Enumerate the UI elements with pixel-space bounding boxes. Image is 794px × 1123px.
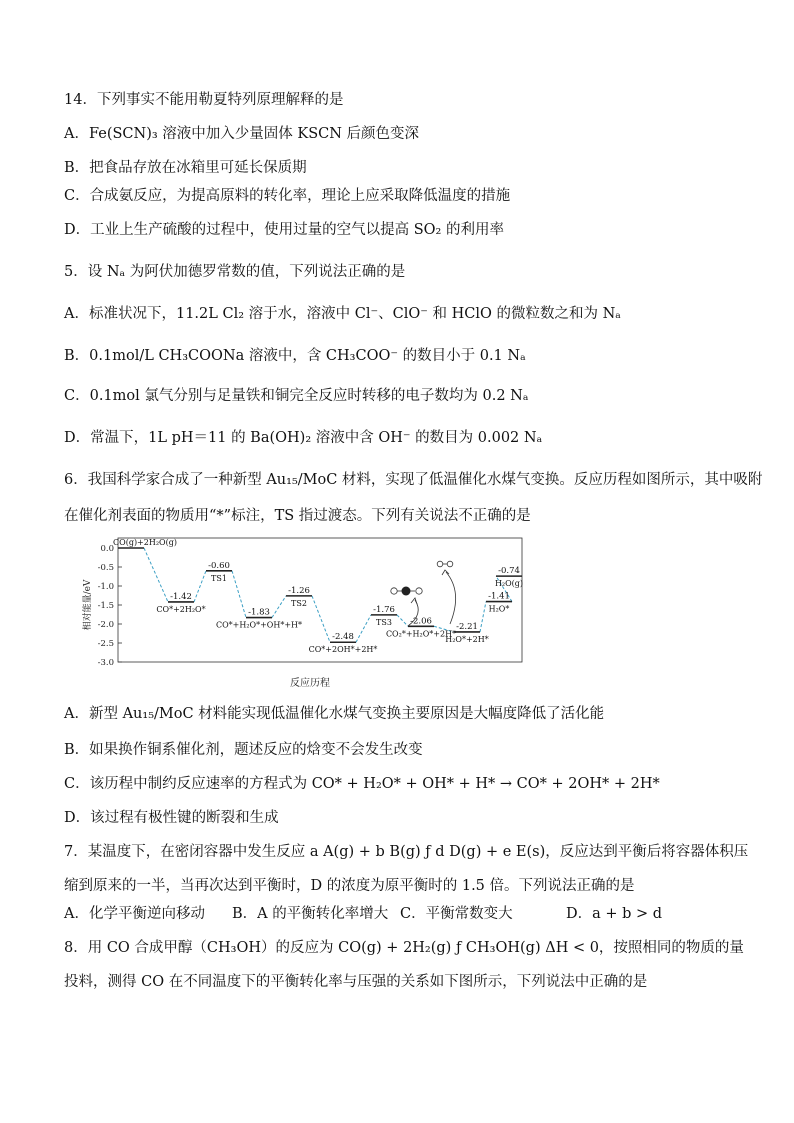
species-label: CO*+H₂O*+OH*+H* [215,620,303,630]
molecule-atom-icon [391,588,397,594]
level-connector [272,596,286,618]
transition-state-label: TS1 [211,573,227,583]
species-label: H₂O(g) [494,579,524,589]
y-tick-label: -1.5 [97,601,114,611]
q5-stem: 5．设 Nₐ 为阿伏加德罗常数的值，下列说法正确的是 [64,264,406,280]
y-tick-label: -1.0 [97,582,114,592]
q6-option-b: B．如果换作铜系催化剂，题述反应的焓变不会发生改变 [64,742,423,758]
q6-option-a: A．新型 Au₁₅/MoC 材料能实现低温催化水煤气变换主要原因是大幅度降低了活化能 [64,706,605,722]
q7-option-b: B．A 的平衡转化率增大 [232,906,389,922]
q5-option-a: A．标准状况下，11.2L Cl₂ 溶于水，溶液中 Cl⁻、ClO⁻ 和 HClO 的微粒数之和为 Nₐ [64,306,621,322]
species-label: H₂O*+2H* [445,634,489,644]
x-axis-label: 反应历程 [290,678,330,689]
level-value-label: -1.41 [488,591,510,602]
q7-option-a: A．化学平衡逆向移动 [64,906,205,922]
level-connector [397,615,408,626]
release-arrow-icon [411,598,417,604]
q7-stem-line1: 7．某温度下，在密闭容器中发生反应 a A(g) + b B(g) ƒ d D(g) + e E(s)，反应达到平衡后将容器体积压 [64,844,749,860]
level-connector [144,548,168,602]
molecule-atom-icon [416,588,422,594]
y-tick-label: -0.5 [97,563,114,573]
q5-option-c: C．0.1mol 氯气分别与足量铁和铜完全反应时转移的电子数均为 0.2 Nₐ [64,388,529,404]
species-label: CO(g)+2H₂O(g) [113,538,177,547]
q6-stem-line1: 6．我国科学家合成了一种新型 Au₁₅/MoC 材料，实现了低温催化水煤气变换。反应历程如图所示，其中吸附 [64,472,763,488]
level-value-label: -2.06 [410,616,432,627]
y-tick-label: -3.0 [97,658,114,668]
molecule-atom-icon [437,561,443,567]
release-arrow-icon [446,572,456,624]
chart-levels [113,538,523,654]
level-value-label: -1.26 [288,585,310,596]
q6-option-c: C．该历程中制约反应速率的方程式为 CO* + H₂O* + OH* + H* → CO* + 2OH* + 2H* [64,776,660,792]
molecule-atom-icon [402,587,411,596]
energy-diagram [78,528,530,690]
level-value-label: -0.74 [498,566,520,577]
q7-option-d: D．a + b > d [566,906,663,922]
level-value-label: -1.42 [170,591,192,602]
level-connector [312,596,330,642]
q6-option-d: D．该过程有极性键的断裂和生成 [64,810,279,826]
level-value-label: -1.76 [373,604,395,615]
q7-stem-line2: 缩到原来的一半，当再次达到平衡时，D 的浓度为原平衡时的 1.5 倍。下列说法正确的是 [64,878,635,894]
species-label: H₂O* [488,604,510,614]
transition-state-label: TS2 [291,598,307,608]
species-label: CO*+2H₂O* [156,604,206,614]
species-label: CO₂*+H₂O*+2H* [385,629,457,639]
q6-stem-line2: 在催化剂表面的物质用“*”标注，TS 指过渡态。下列有关说法不正确的是 [64,508,531,524]
y-tick-label: -2.0 [97,620,114,630]
transition-state-label: TS3 [376,617,392,627]
y-axis-label: 相对能量/eV [83,579,93,631]
y-tick-label: 0.0 [100,544,114,554]
level-connector [194,571,206,602]
level-value-label: -0.60 [208,560,230,571]
q8-stem-line1: 8．用 CO 合成甲醇（CH₃OH）的反应为 CO(g) + 2H₂(g) ƒ CH₃OH(g) ΔH < 0，按照相同的物质的量 [64,940,744,956]
q8-stem-line2: 投料，测得 CO 在不同温度下的平衡转化率与压强的关系如下图所示，下列说法中正确的是 [64,974,648,990]
q14-stem: 14．下列事实不能用勒夏特列原理解释的是 [64,92,344,108]
chart-axes [81,538,522,689]
q7-options [64,904,662,924]
molecule-atom-icon [447,561,453,567]
level-connector [232,571,246,618]
q5-option-d: D．常温下，1L pH＝11 的 Ba(OH)₂ 溶液中含 OH⁻ 的数目为 0.002 Nₐ [64,430,543,446]
level-connector [356,615,371,642]
level-connector [480,602,486,632]
q14-option-a: A．Fe(SCN)₃ 溶液中加入少量固体 KSCN 后颜色变深 [64,126,420,142]
level-value-label: -2.48 [332,632,354,643]
q7-option-c: C．平衡常数变大 [400,906,513,922]
q5-option-b: B．0.1mol/L CH₃COONa 溶液中，含 CH₃COO⁻ 的数目小于 0.1 Nₐ [64,348,526,364]
y-tick-label: -2.5 [97,639,114,649]
q14-option-d: D．工业上生产硫酸的过程中，使用过量的空气以提高 SO₂ 的利用率 [64,222,504,238]
species-label: CO*+2OH*+2H* [308,645,378,655]
level-value-label: -2.21 [456,621,478,632]
q14-option-b: B．把食品存放在冰箱里可延长保质期 [64,160,307,176]
level-value-label: -1.83 [248,607,270,618]
q14-option-c: C．合成氨反应，为提高原料的转化率，理论上应采取降低温度的措施 [64,188,511,204]
